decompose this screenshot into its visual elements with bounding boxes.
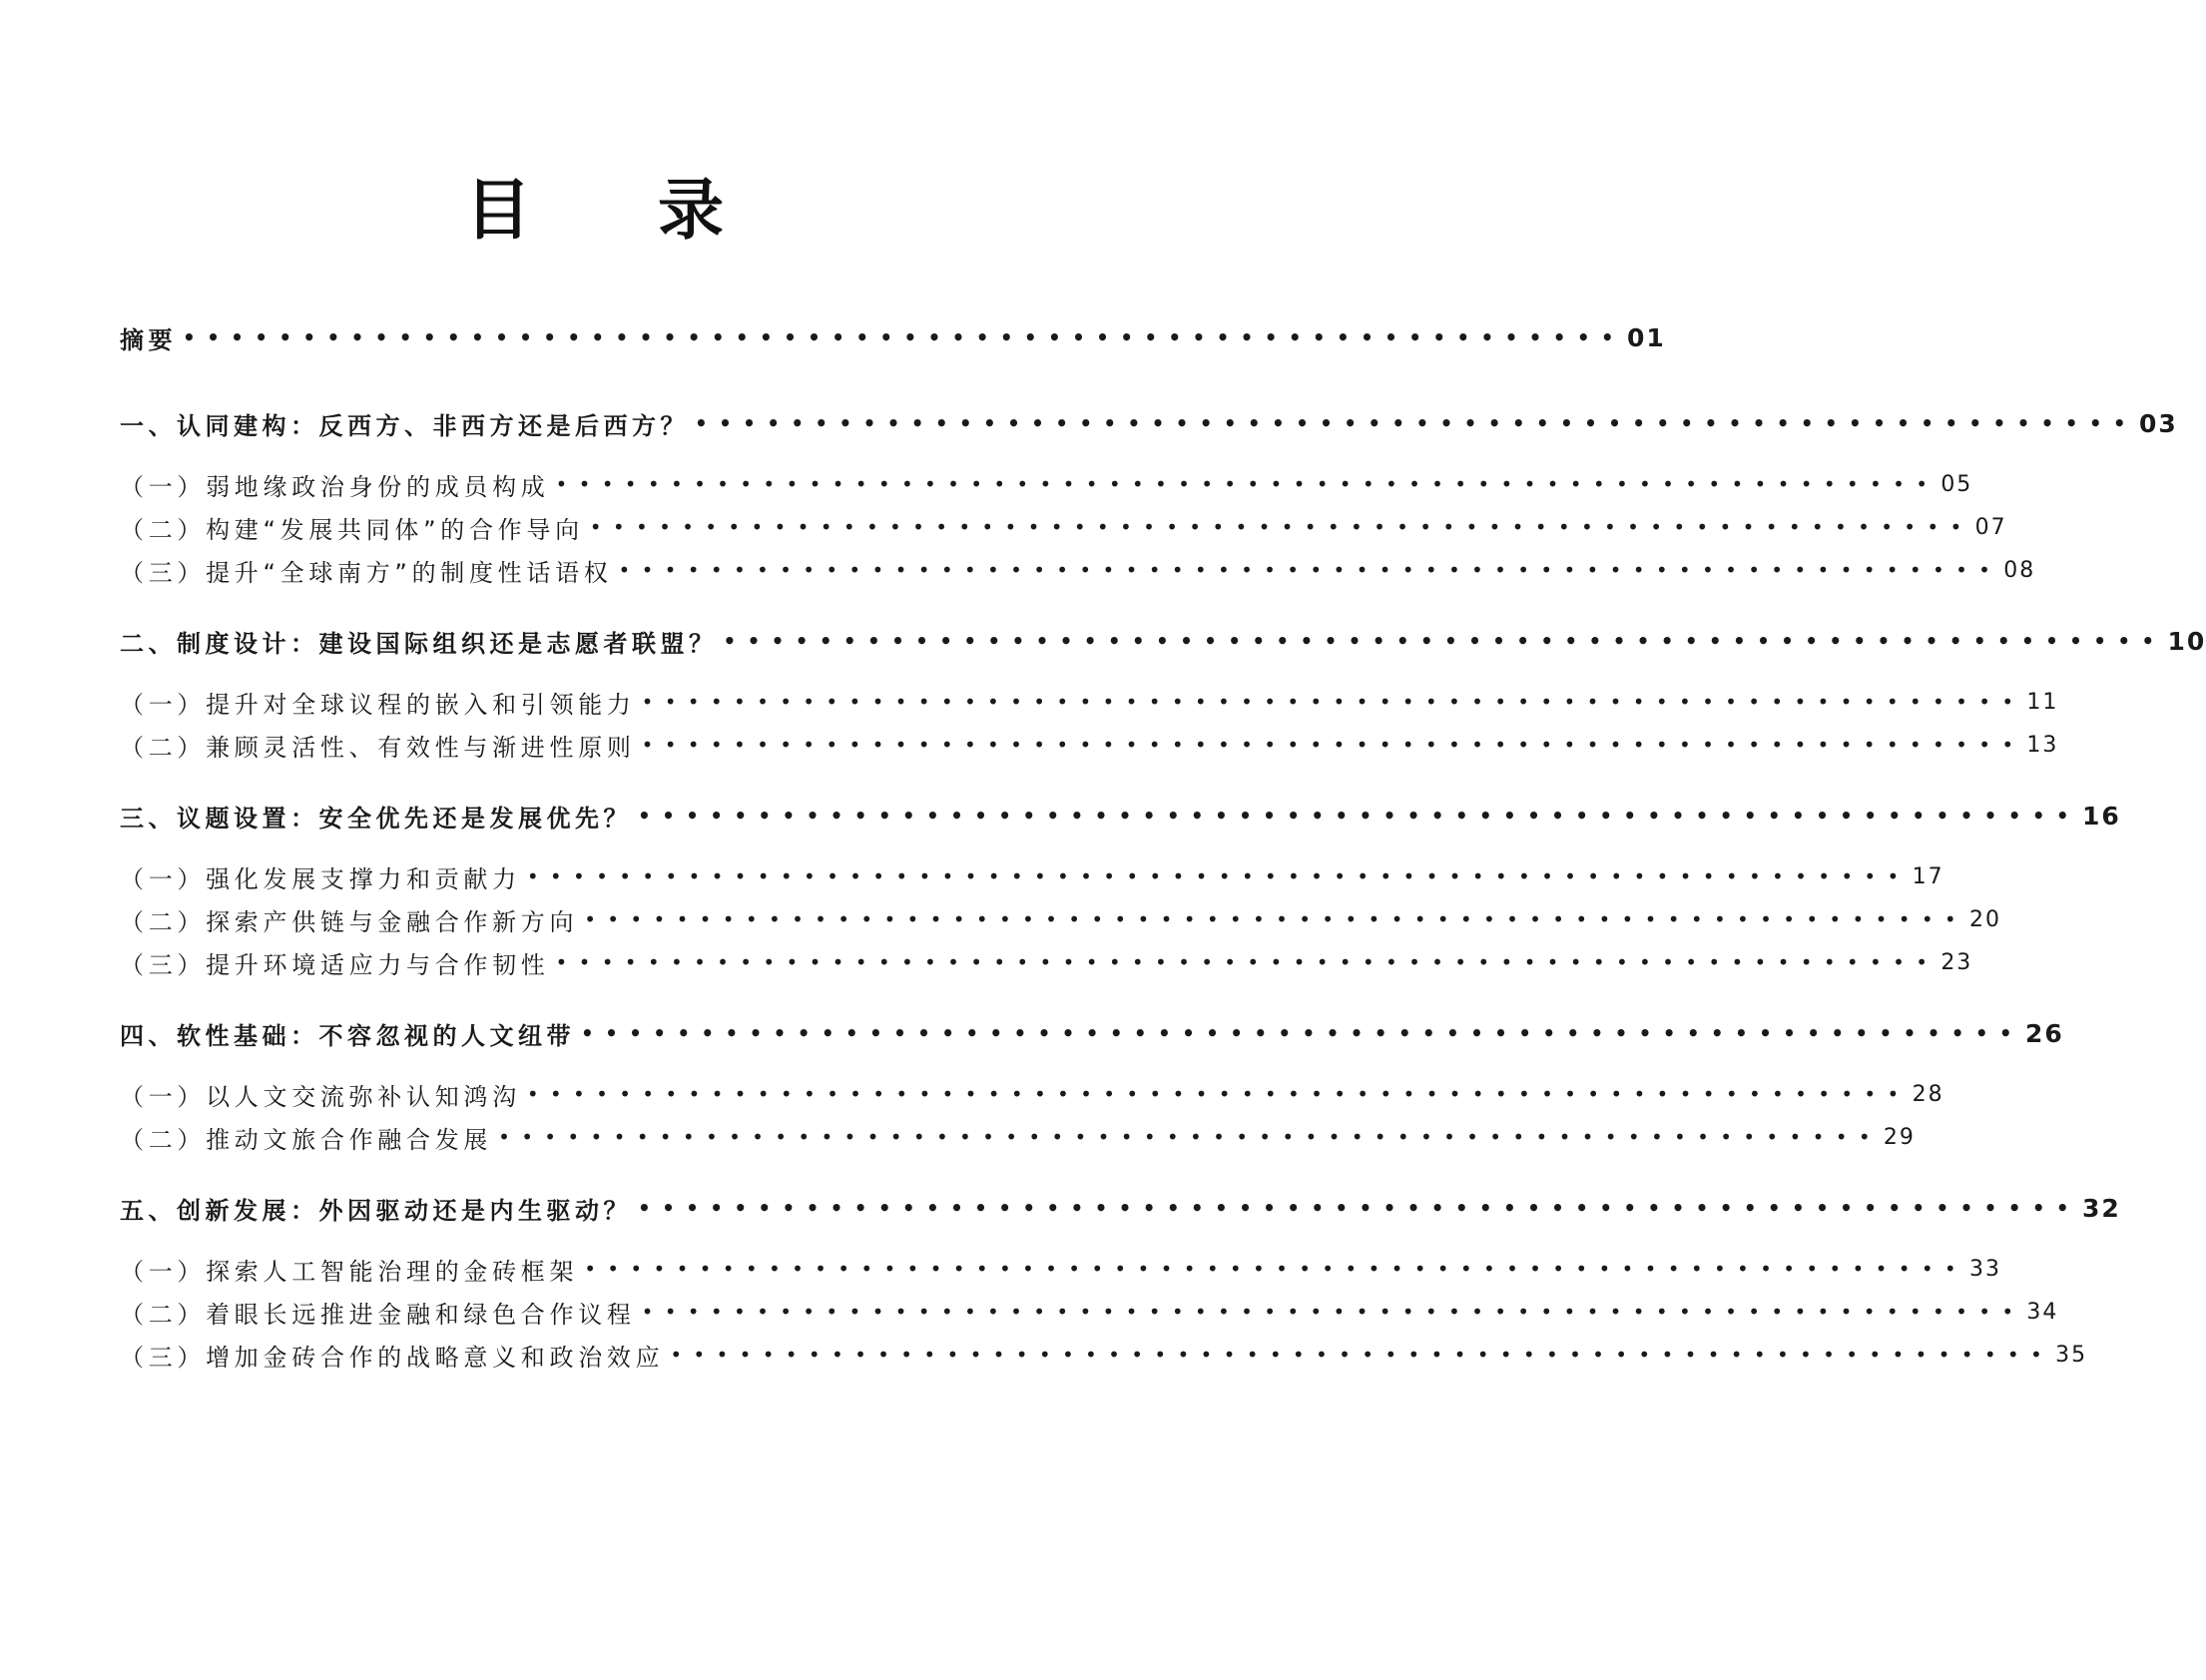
toc-subentry-page: 17 [1912, 863, 1944, 889]
toc-subentry-page: 33 [1969, 1256, 2002, 1282]
toc-entry-page: 10 [2167, 626, 2206, 656]
toc-subentry-label: （一）提升对全球议程的嵌入和引领能力 [120, 690, 636, 719]
dot-leader: •••••••••••••••••••••••••••••••••••••••••••••••••••••••••••• [498, 1125, 1882, 1149]
toc-subentry-5-3[interactable] [120, 1335, 2088, 1375]
dot-leader: •••••••••••••••••••••••••••••••••••••••••••••••••••••••••••• [584, 907, 1968, 931]
toc-subentry-3-1[interactable] [120, 856, 1944, 896]
toc-entry-page: 01 [1627, 322, 1666, 352]
dot-leader: •••••••••••••••••••••••••••••••••••••••••••••••••••••••••••• [526, 1082, 1911, 1106]
dot-leader: •••••••••••••••••••••••••••••••••••••••••••••••••••••••••••• [723, 629, 2166, 653]
toc-subentry-3-2[interactable] [120, 899, 2002, 939]
toc-subentry-page: 20 [1969, 906, 2002, 932]
dot-leader: •••••••••••••••••••••••••••••••••••••••••••••••••••••••••••• [638, 804, 2080, 828]
toc-subentry-label: （二）着眼长远推进金融和绿色合作议程 [120, 1300, 636, 1329]
toc-entry-3[interactable] [120, 796, 2121, 836]
toc-subentry-label: （一）弱地缘政治身份的成员构成 [120, 472, 550, 501]
table-of-contents [120, 317, 2206, 1375]
toc-entry-label: 一、认同建构：反西方、非西方还是后西方？ [120, 411, 689, 440]
page-title: 目 录 [465, 172, 776, 249]
toc-subentry-label: （三）提升环境适应力与合作韧性 [120, 950, 550, 979]
toc-entry-abstract[interactable] [120, 317, 1666, 357]
toc-section-3 [120, 796, 2121, 982]
toc-section-abstract [120, 317, 1666, 357]
dot-leader: •••••••••••••••••••••••••••••••••••••••••••••••••••••••••••• [641, 1300, 2025, 1324]
toc-entry-label: 五、创新发展：外因驱动还是内生驱动？ [120, 1196, 632, 1225]
toc-subentry-label: （二）探索产供链与金融合作新方向 [120, 907, 579, 936]
toc-subentry-3-3[interactable] [120, 942, 1973, 982]
toc-entry-label: 三、议题设置：安全优先还是发展优先？ [120, 804, 632, 833]
toc-entry-page: 26 [2025, 1018, 2064, 1048]
toc-section-1 [120, 403, 2178, 590]
toc-subentry-1-2[interactable] [120, 507, 2007, 547]
toc-subentry-label: （二）推动文旅合作融合发展 [120, 1125, 493, 1154]
toc-subentry-page: 13 [2026, 732, 2059, 758]
dot-leader: •••••••••••••••••••••••••••••••••••••••••••••••••••••••••••• [670, 1343, 2054, 1367]
dot-leader: •••••••••••••••••••••••••••••••••••••••••••••••••••••••••••• [555, 950, 1939, 974]
toc-subentry-label: （一）以人文交流弥补认知鸿沟 [120, 1082, 521, 1111]
dot-leader: •••••••••••••••••••••••••••••••••••••••••••••••••••••••••••• [638, 1196, 2080, 1220]
toc-subentry-4-2[interactable] [120, 1117, 1916, 1157]
toc-subentry-page: 23 [1940, 949, 1973, 975]
dot-leader: •••••••••••••••••••••••••••••••••••••••••••••••••••••••••••• [589, 515, 1973, 539]
dot-leader: •••••••••••••••••••••••••••••••••••••••••••••••••••••••••••• [695, 411, 2137, 435]
toc-subentry-1-3[interactable] [120, 550, 2036, 590]
toc-entry-page: 32 [2082, 1193, 2121, 1223]
toc-subentry-page: 29 [1883, 1124, 1916, 1150]
toc-subentry-label: （一）强化发展支撑力和贡献力 [120, 864, 521, 893]
toc-subentry-1-1[interactable] [120, 464, 1973, 504]
toc-entry-page: 03 [2139, 408, 2178, 438]
dot-leader: •••••••••••••••••••••••••••••••••••••••••••••••••••••••••••• [526, 864, 1911, 888]
toc-subentry-label: （三）增加金砖合作的战略意义和政治效应 [120, 1343, 665, 1372]
dot-leader: •••••••••••••••••••••••••••••••••••••••••••••••••••••••••••• [555, 472, 1939, 496]
toc-subentry-page: 07 [1974, 514, 2007, 540]
toc-subentry-page: 35 [2055, 1342, 2088, 1368]
toc-subentry-page: 08 [2003, 557, 2036, 583]
dot-leader: •••••••••••••••••••••••••••••••••••••••••••••••••••••••••••• [641, 733, 2025, 757]
toc-subentry-4-1[interactable] [120, 1074, 1944, 1114]
toc-entry-1[interactable] [120, 403, 2178, 443]
toc-subentry-2-2[interactable] [120, 725, 2059, 765]
toc-subentry-label: （二）构建“发展共同体”的合作导向 [120, 515, 584, 544]
toc-entry-label: 四、软性基础：不容忽视的人文纽带 [120, 1021, 575, 1050]
toc-entry-label: 二、制度设计：建设国际组织还是志愿者联盟？ [120, 629, 718, 658]
toc-entry-4[interactable] [120, 1013, 2064, 1053]
toc-section-2 [120, 621, 2206, 765]
toc-subentry-page: 11 [2026, 689, 2059, 715]
toc-entry-page: 16 [2082, 801, 2121, 831]
toc-subentry-page: 05 [1940, 471, 1973, 497]
toc-subentry-page: 34 [2026, 1299, 2059, 1325]
toc-subentry-5-2[interactable] [120, 1292, 2059, 1332]
toc-entry-5[interactable] [120, 1188, 2121, 1228]
toc-section-5 [120, 1188, 2121, 1375]
toc-subentry-label: （三）提升“全球南方”的制度性话语权 [120, 558, 613, 587]
dot-leader: •••••••••••••••••••••••••••••••••••••••••••••••••••••••••••• [584, 1257, 1968, 1281]
dot-leader: •••••••••••••••••••••••••••••••••••••••••••••••••••••••••••• [581, 1021, 2023, 1045]
toc-section-4 [120, 1013, 2064, 1157]
dot-leader: •••••••••••••••••••••••••••••••••••••••••••••••••••••••••••• [641, 690, 2025, 714]
toc-subentry-label: （二）兼顾灵活性、有效性与渐进性原则 [120, 733, 636, 762]
toc-subentry-2-1[interactable] [120, 682, 2059, 722]
toc-subentry-5-1[interactable] [120, 1249, 2002, 1289]
toc-subentry-page: 28 [1912, 1081, 1944, 1107]
dot-leader: •••••••••••••••••••••••••••••••••••••••••••••••••••••••••••• [618, 558, 2002, 582]
toc-entry-label: 摘要 [120, 325, 177, 354]
dot-leader: •••••••••••••••••••••••••••••••••••••••••••••••••••••••••••• [183, 325, 1625, 349]
toc-subentry-label: （一）探索人工智能治理的金砖框架 [120, 1257, 579, 1286]
toc-entry-2[interactable] [120, 621, 2206, 661]
